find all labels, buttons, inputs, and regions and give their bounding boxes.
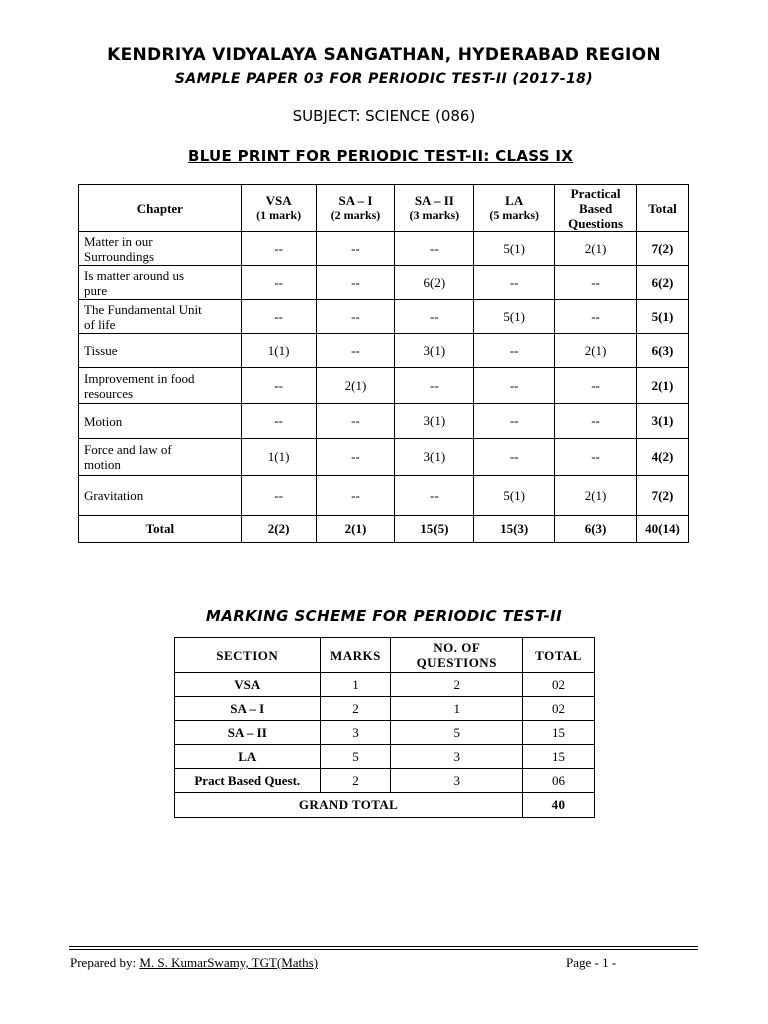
blueprint-table [78, 184, 689, 543]
chapter-cell: Gravitation [79, 476, 242, 516]
vsa-cell: -- [241, 404, 316, 439]
header-section: SECTION [175, 638, 321, 673]
subject-title: SUBJECT: SCIENCE (086) [292, 107, 476, 125]
total-cell: 5(1) [637, 300, 689, 334]
header-total: Total [637, 185, 689, 232]
total-cell: 02 [523, 697, 595, 721]
pbq-total: 6(3) [555, 516, 637, 543]
total-cell: 06 [523, 769, 595, 793]
pbq-cell: 2(1) [555, 232, 637, 266]
chapter-cell: Improvement in food resources [79, 368, 242, 404]
vsa-cell: -- [241, 300, 316, 334]
prepared-label: Prepared by: [70, 955, 140, 970]
table-row [175, 697, 595, 721]
vsa-cell: -- [241, 266, 316, 300]
table-row [79, 334, 689, 368]
marks-cell: 5 [320, 745, 391, 769]
marks-cell: 2 [320, 769, 391, 793]
total-cell: 7(2) [637, 476, 689, 516]
section-cell: LA [175, 745, 321, 769]
header-practical: Practical Based Questions [555, 185, 637, 232]
questions-cell: 2 [391, 673, 523, 697]
pbq-cell: -- [555, 300, 637, 334]
paper-title: SAMPLE PAPER 03 FOR PERIODIC TEST-II (2017-18) [174, 71, 594, 87]
organisation-title: KENDRIYA VIDYALAYA SANGATHAN, HYDERABAD REGION [107, 45, 661, 65]
footer-divider [69, 949, 698, 950]
table-row [175, 769, 595, 793]
table-row [79, 232, 689, 266]
la-cell: -- [474, 334, 555, 368]
grand-total-label: GRAND TOTAL [175, 793, 523, 818]
chapter-cell: Is matter around us pure [79, 266, 242, 300]
la-cell: 5(1) [474, 300, 555, 334]
vsa-cell: 1(1) [241, 439, 316, 476]
marking-header-row [175, 638, 595, 673]
vsa-cell: 1(1) [241, 334, 316, 368]
blueprint-total-row [79, 516, 689, 543]
sa2-cell: -- [395, 368, 474, 404]
table-row [175, 745, 595, 769]
blueprint-header-row [79, 185, 689, 232]
la-cell: 5(1) [474, 476, 555, 516]
table-row [175, 721, 595, 745]
total-cell: 2(1) [637, 368, 689, 404]
chapter-cell: Force and law of motion [79, 439, 242, 476]
la-cell: -- [474, 439, 555, 476]
chapter-cell: Motion [79, 404, 242, 439]
vsa-cell: -- [241, 232, 316, 266]
total-cell: 15 [523, 745, 595, 769]
header-vsa: VSA (1 mark) [241, 185, 316, 232]
section-cell: SA – I [175, 697, 321, 721]
sa2-cell: 6(2) [395, 266, 474, 300]
total-cell: 15 [523, 721, 595, 745]
prepared-by [70, 955, 318, 971]
sa1-cell: -- [316, 439, 395, 476]
marks-cell: 3 [320, 721, 391, 745]
sa1-total: 2(1) [316, 516, 395, 543]
sa2-cell: 3(1) [395, 439, 474, 476]
marks-cell: 1 [320, 673, 391, 697]
section-cell: SA – II [175, 721, 321, 745]
table-row [175, 673, 595, 697]
table-row [79, 404, 689, 439]
sa1-cell: -- [316, 232, 395, 266]
header-total: TOTAL [523, 638, 595, 673]
questions-cell: 5 [391, 721, 523, 745]
marking-scheme-table [174, 637, 595, 818]
header-questions: NO. OF QUESTIONS [391, 638, 523, 673]
footer-divider [69, 946, 698, 947]
header-sa1: SA – I (2 marks) [316, 185, 395, 232]
total-cell: 02 [523, 673, 595, 697]
pbq-cell: 2(1) [555, 334, 637, 368]
sa2-cell: 3(1) [395, 334, 474, 368]
prepared-name: M. S. KumarSwamy, TGT(Maths) [139, 955, 319, 970]
table-row [79, 300, 689, 334]
pbq-cell: -- [555, 266, 637, 300]
la-cell: -- [474, 368, 555, 404]
total-cell: 7(2) [637, 232, 689, 266]
table-row [79, 476, 689, 516]
header-chapter: Chapter [79, 185, 242, 232]
section-cell: VSA [175, 673, 321, 697]
header-marks: MARKS [320, 638, 391, 673]
chapter-cell: Matter in our Surroundings [79, 232, 242, 266]
sa2-cell: 3(1) [395, 404, 474, 439]
sa1-cell: -- [316, 334, 395, 368]
sa1-cell: -- [316, 266, 395, 300]
vsa-cell: -- [241, 368, 316, 404]
marking-scheme-title: MARKING SCHEME FOR PERIODIC TEST-II [205, 607, 563, 625]
total-cell: 6(2) [637, 266, 689, 300]
total-cell: 3(1) [637, 404, 689, 439]
total-cell: 4(2) [637, 439, 689, 476]
header-la: LA (5 marks) [474, 185, 555, 232]
section-cell: Pract Based Quest. [175, 769, 321, 793]
sa1-cell: 2(1) [316, 368, 395, 404]
questions-cell: 3 [391, 769, 523, 793]
pbq-cell: -- [555, 368, 637, 404]
blueprint-title: BLUE PRINT FOR PERIODIC TEST-II: CLASS IX [188, 147, 574, 165]
pbq-cell: 2(1) [555, 476, 637, 516]
sa1-cell: -- [316, 476, 395, 516]
marks-cell: 2 [320, 697, 391, 721]
la-cell: -- [474, 404, 555, 439]
sa1-cell: -- [316, 404, 395, 439]
page-number: Page - 1 - [566, 955, 617, 970]
vsa-total: 2(2) [241, 516, 316, 543]
la-cell: -- [474, 266, 555, 300]
pbq-cell: -- [555, 404, 637, 439]
la-cell: 5(1) [474, 232, 555, 266]
table-row [79, 266, 689, 300]
table-row [79, 368, 689, 404]
header-sa2: SA – II (3 marks) [395, 185, 474, 232]
pbq-cell: -- [555, 439, 637, 476]
grand-total: 40(14) [637, 516, 689, 543]
sa2-cell: -- [395, 232, 474, 266]
sa2-total: 15(5) [395, 516, 474, 543]
sa1-cell: -- [316, 300, 395, 334]
sa2-cell: -- [395, 300, 474, 334]
total-cell: 6(3) [637, 334, 689, 368]
questions-cell: 3 [391, 745, 523, 769]
vsa-cell: -- [241, 476, 316, 516]
grand-total-row [175, 793, 595, 818]
sa2-cell: -- [395, 476, 474, 516]
total-label: Total [79, 516, 242, 543]
la-total: 15(3) [474, 516, 555, 543]
grand-total-value: 40 [523, 793, 595, 818]
table-row [79, 439, 689, 476]
chapter-cell: The Fundamental Unit of life [79, 300, 242, 334]
questions-cell: 1 [391, 697, 523, 721]
chapter-cell: Tissue [79, 334, 242, 368]
